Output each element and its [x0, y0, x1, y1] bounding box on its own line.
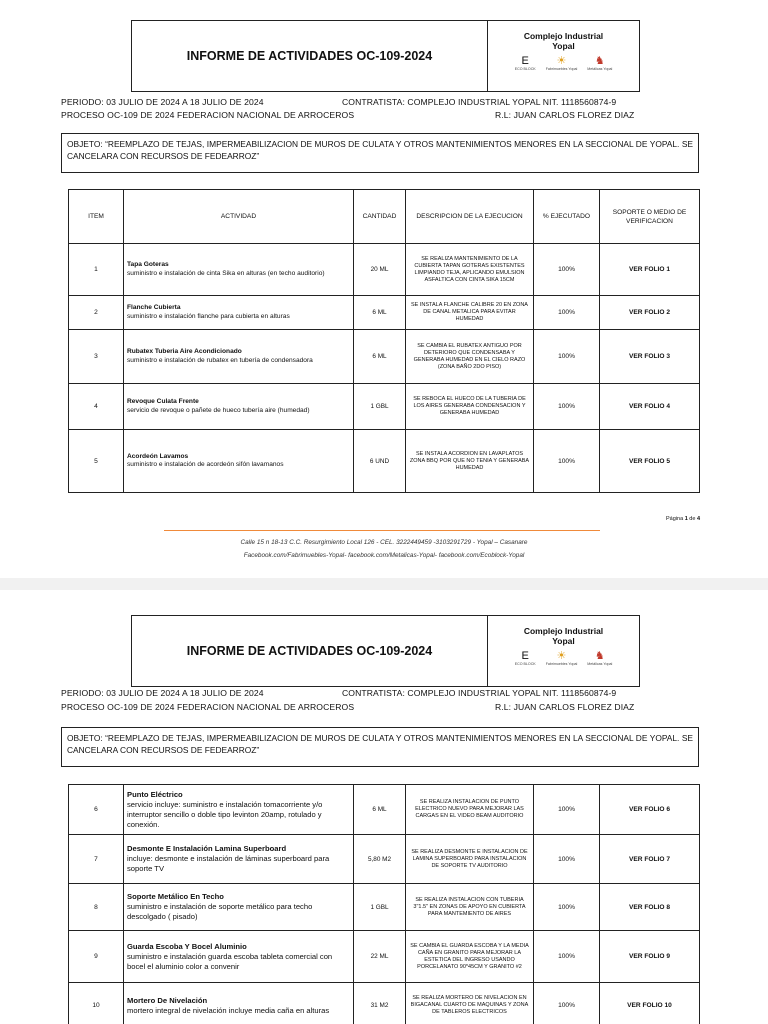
contratista-text: CONTRATISTA: COMPLEJO INDUSTRIAL YOPAL NIT. 1118560874-9: [342, 688, 617, 698]
col-header-ejecutado: % EJECUTADO: [534, 190, 600, 244]
row-soporte-link[interactable]: VER FOLIO 4: [600, 384, 700, 430]
row-item: 7: [69, 835, 124, 884]
row-ejecutado: 100%: [534, 785, 600, 835]
company-name: Complejo Industrial Yopal: [523, 626, 604, 646]
row-cantidad: 20 ML: [354, 244, 406, 296]
col-header-actividad: ACTIVIDAD: [124, 190, 354, 244]
fabrimuebles-logo-icon: ☀ Fabrimuebles Yopal: [545, 55, 578, 71]
row-soporte-link[interactable]: VER FOLIO 6: [600, 785, 700, 835]
row-soporte-link[interactable]: VER FOLIO 1: [600, 244, 700, 296]
row-ejecutado: 100%: [534, 835, 600, 884]
col-header-item: ITEM: [69, 190, 124, 244]
row-actividad: Mortero De Nivelación mortero integral de nivelación incluye media caña en alturas: [124, 983, 354, 1024]
table-row: [69, 330, 700, 384]
activities-table-continued: [68, 784, 700, 1024]
company-name: Complejo Industrial Yopal: [523, 31, 604, 51]
row-actividad: Acordeón Lavamos suministro e instalación de acordeón sifón lavamanos: [124, 430, 354, 493]
proceso-text: PROCESO OC-109 DE 2024 FEDERACION NACIONAL DE ARROCEROS: [61, 702, 355, 712]
col-header-descripcion: DESCRIPCION DE LA EJECUCION: [406, 190, 534, 244]
company-logo-block: [488, 21, 639, 91]
row-item: 4: [69, 384, 124, 430]
row-cantidad: 6 ML: [354, 785, 406, 835]
row-actividad: Revoque Culata Frente servicio de revoque o pañete de hueco tubería aire (humedad): [124, 384, 354, 430]
col-header-soporte: SOPORTE O MEDIO DE VERIFICACION: [600, 190, 700, 244]
row-soporte-link[interactable]: VER FOLIO 7: [600, 835, 700, 884]
row-actividad: Desmonte E Instalación Lamina Superboard incluye: desmonte e instalación de láminas superboard para soporte TV: [124, 835, 354, 884]
row-cantidad: 6 UND: [354, 430, 406, 493]
row-descripcion: SE CAMBIA EL RUBATEX ANTIGUO POR DETERIORO QUE CONDENSABA Y GENERABA HUMEDAD EN EL CIELO RAZO (ZONA BAÑO 2DO PISO): [406, 330, 534, 384]
row-descripcion: SE REBOCA EL HUECO DE LA TUBERIA DE LOS AIRES GENERABA CONDENSACION Y GENERABA HUMEDAD: [406, 384, 534, 430]
row-ejecutado: 100%: [534, 983, 600, 1024]
table-row: [69, 884, 700, 931]
row-item: 2: [69, 296, 124, 330]
row-soporte-link[interactable]: VER FOLIO 3: [600, 330, 700, 384]
table-row: [69, 384, 700, 430]
row-item: 1: [69, 244, 124, 296]
row-cantidad: 5,80 M2: [354, 835, 406, 884]
footer-divider: [164, 530, 600, 531]
footer-web-links: Facebook.com/Fabrimuebles-Yopal- facebook.com/Metalicas-Yopal- facebook.com/Ecoblock-Yopal: [243, 552, 525, 559]
report-title: INFORME DE ACTIVIDADES OC-109-2024: [132, 21, 488, 91]
representante-legal-text: R.L: JUAN CARLOS FLOREZ DIAZ: [495, 110, 635, 120]
periodo-text: PERIODO: 03 JULIO DE 2024 A 18 JULIO DE 2024: [61, 97, 264, 107]
row-ejecutado: 100%: [534, 430, 600, 493]
row-descripcion: SE REALIZA MORTERO DE NIVELACION EN BIGACANAL CUARTO DE MAQUINAS Y ZONA DE TABLEROS ELECTRICOS: [406, 983, 534, 1024]
row-descripcion: SE INSTALA FLANCHE CALIBRE 20 EN ZONA DE CANAL METALICA PARA EVITAR HUMEDAD: [406, 296, 534, 330]
row-soporte-link[interactable]: VER FOLIO 10: [600, 983, 700, 1024]
row-descripcion: SE REALIZA DESMONTE E INSTALACION DE LAMINA SUPERBOARD PARA INSTALACION DE SOPORTE TV AUDITORIO: [406, 835, 534, 884]
table-row: [69, 835, 700, 884]
row-actividad: Tapa Goteras suministro e instalación de cinta Sika en alturas (en techo auditorio): [124, 244, 354, 296]
table-row: [69, 296, 700, 330]
fabrimuebles-logo-icon: ☀ Fabrimuebles Yopal: [545, 650, 578, 666]
col-header-cantidad: CANTIDAD: [354, 190, 406, 244]
row-soporte-link[interactable]: VER FOLIO 8: [600, 884, 700, 931]
row-actividad: Rubatex Tuberia Aire Acondicionado suministro e instalación de rubatex en tubería de condensadora: [124, 330, 354, 384]
row-cantidad: 31 M2: [354, 983, 406, 1024]
row-descripcion: SE INSTALA ACORDION EN LAVAPLATOS ZONA BBQ POR QUE NO TENIA Y GENERABA HUMEDAD: [406, 430, 534, 493]
row-cantidad: 1 GBL: [354, 384, 406, 430]
partner-logos: [515, 56, 613, 71]
row-descripcion: SE REALIZA MANTENIMIENTO DE LA CUBIERTA TAPAN GOTERAS EXISTENTES LIMPIANDO TEJA, APLICANDO EMULSION ASFALTICA CON CINTA SIKA 15CM: [406, 244, 534, 296]
activities-table: [68, 189, 700, 493]
table-row: [69, 983, 700, 1024]
company-logo-block: [488, 616, 639, 686]
row-soporte-link[interactable]: VER FOLIO 5: [600, 430, 700, 493]
metalicas-logo-icon: ♞ Metálicas Yopal: [587, 55, 613, 71]
report-header: [131, 615, 640, 687]
row-ejecutado: 100%: [534, 931, 600, 983]
row-cantidad: 1 GBL: [354, 884, 406, 931]
row-actividad: Guarda Escoba Y Bocel Aluminio suministro e instalación guarda escoba tableta comercial con bocel el aluminio color a convenir: [124, 931, 354, 983]
ecoblock-logo-icon: E ECO BLOCK: [514, 650, 536, 666]
proceso-text: PROCESO OC-109 DE 2024 FEDERACION NACIONAL DE ARROCEROS: [61, 110, 355, 120]
footer-address: Calle 15 n 18-13 C.C. Resurgimiento Local 126 - CEL. 3222449459 -3103291729 - Yopal – Casanare: [240, 539, 528, 546]
partner-logos: [515, 651, 613, 666]
row-descripcion: SE REALIZA INSTALACION CON TUBERIA 3"1.5" EN ZONAS DE APOYO EN CUBIERTA PARA MANTEMIENTO DE AIRES: [406, 884, 534, 931]
table-row: [69, 785, 700, 835]
row-descripcion: SE REALIZA INSTALACION DE PUNTO ELECTRICO NUEVO PARA MEJORAR LAS CARGAS EN EL VIDEO BEAM AUDITORIO: [406, 785, 534, 835]
row-item: 6: [69, 785, 124, 835]
table-row: [69, 244, 700, 296]
row-cantidad: 6 ML: [354, 296, 406, 330]
contratista-text: CONTRATISTA: COMPLEJO INDUSTRIAL YOPAL NIT. 1118560874-9: [342, 97, 617, 107]
document-page-2: [0, 590, 768, 1024]
report-title: INFORME DE ACTIVIDADES OC-109-2024: [132, 616, 488, 686]
ecoblock-logo-icon: E ECO BLOCK: [514, 55, 536, 71]
row-ejecutado: 100%: [534, 384, 600, 430]
row-ejecutado: 100%: [534, 330, 600, 384]
row-descripcion: SE CAMBIA EL GUARDA ESCOBA Y LA MEDIA CAÑA EN GRANITO PARA MEJORAR LA ESTETICA DEL INGRESO USANDO PORCELANATO 90*45CM Y GRANITO #2: [406, 931, 534, 983]
objeto-box: OBJETO: “REEMPLAZO DE TEJAS, IMPERMEABILIZACION DE MUROS DE CULATA Y OTROS MANTENIMIENTOS MENORES EN LA SECCIONAL DE YOPAL. SE CANCELARA CON RECURSOS DE FEDEARROZ”: [61, 727, 699, 767]
row-soporte-link[interactable]: VER FOLIO 2: [600, 296, 700, 330]
row-item: 9: [69, 931, 124, 983]
row-ejecutado: 100%: [534, 884, 600, 931]
row-item: 3: [69, 330, 124, 384]
row-actividad: Flanche Cubierta suministro e instalación flanche para cubierta en alturas: [124, 296, 354, 330]
row-item: 10: [69, 983, 124, 1024]
row-item: 8: [69, 884, 124, 931]
representante-legal-text: R.L: JUAN CARLOS FLOREZ DIAZ: [495, 702, 635, 712]
table-header-row: [69, 190, 700, 244]
row-soporte-link[interactable]: VER FOLIO 9: [600, 931, 700, 983]
table-row: [69, 931, 700, 983]
row-item: 5: [69, 430, 124, 493]
report-header: [131, 20, 640, 92]
row-cantidad: 22 ML: [354, 931, 406, 983]
metalicas-logo-icon: ♞ Metálicas Yopal: [587, 650, 613, 666]
row-actividad: Soporte Metálico En Techo suministro e instalación de soporte metálico para techo descolgado ( pisado): [124, 884, 354, 931]
row-ejecutado: 100%: [534, 296, 600, 330]
row-ejecutado: 100%: [534, 244, 600, 296]
row-cantidad: 6 ML: [354, 330, 406, 384]
row-actividad: Punto Eléctrico servicio incluye: suministro e instalación tomacorriente y/o interruptor sencillo o doble tipo levinton 20amp, rotulado y conexión.: [124, 785, 354, 835]
objeto-box: OBJETO: “REEMPLAZO DE TEJAS, IMPERMEABILIZACION DE MUROS DE CULATA Y OTROS MANTENIMIENTOS MENORES EN LA SECCIONAL DE YOPAL. SE CANCELARA CON RECURSOS DE FEDEARROZ”: [61, 133, 699, 173]
table-row: [69, 430, 700, 493]
page-number: Página 1 de 4: [666, 516, 700, 522]
periodo-text: PERIODO: 03 JULIO DE 2024 A 18 JULIO DE 2024: [61, 688, 264, 698]
